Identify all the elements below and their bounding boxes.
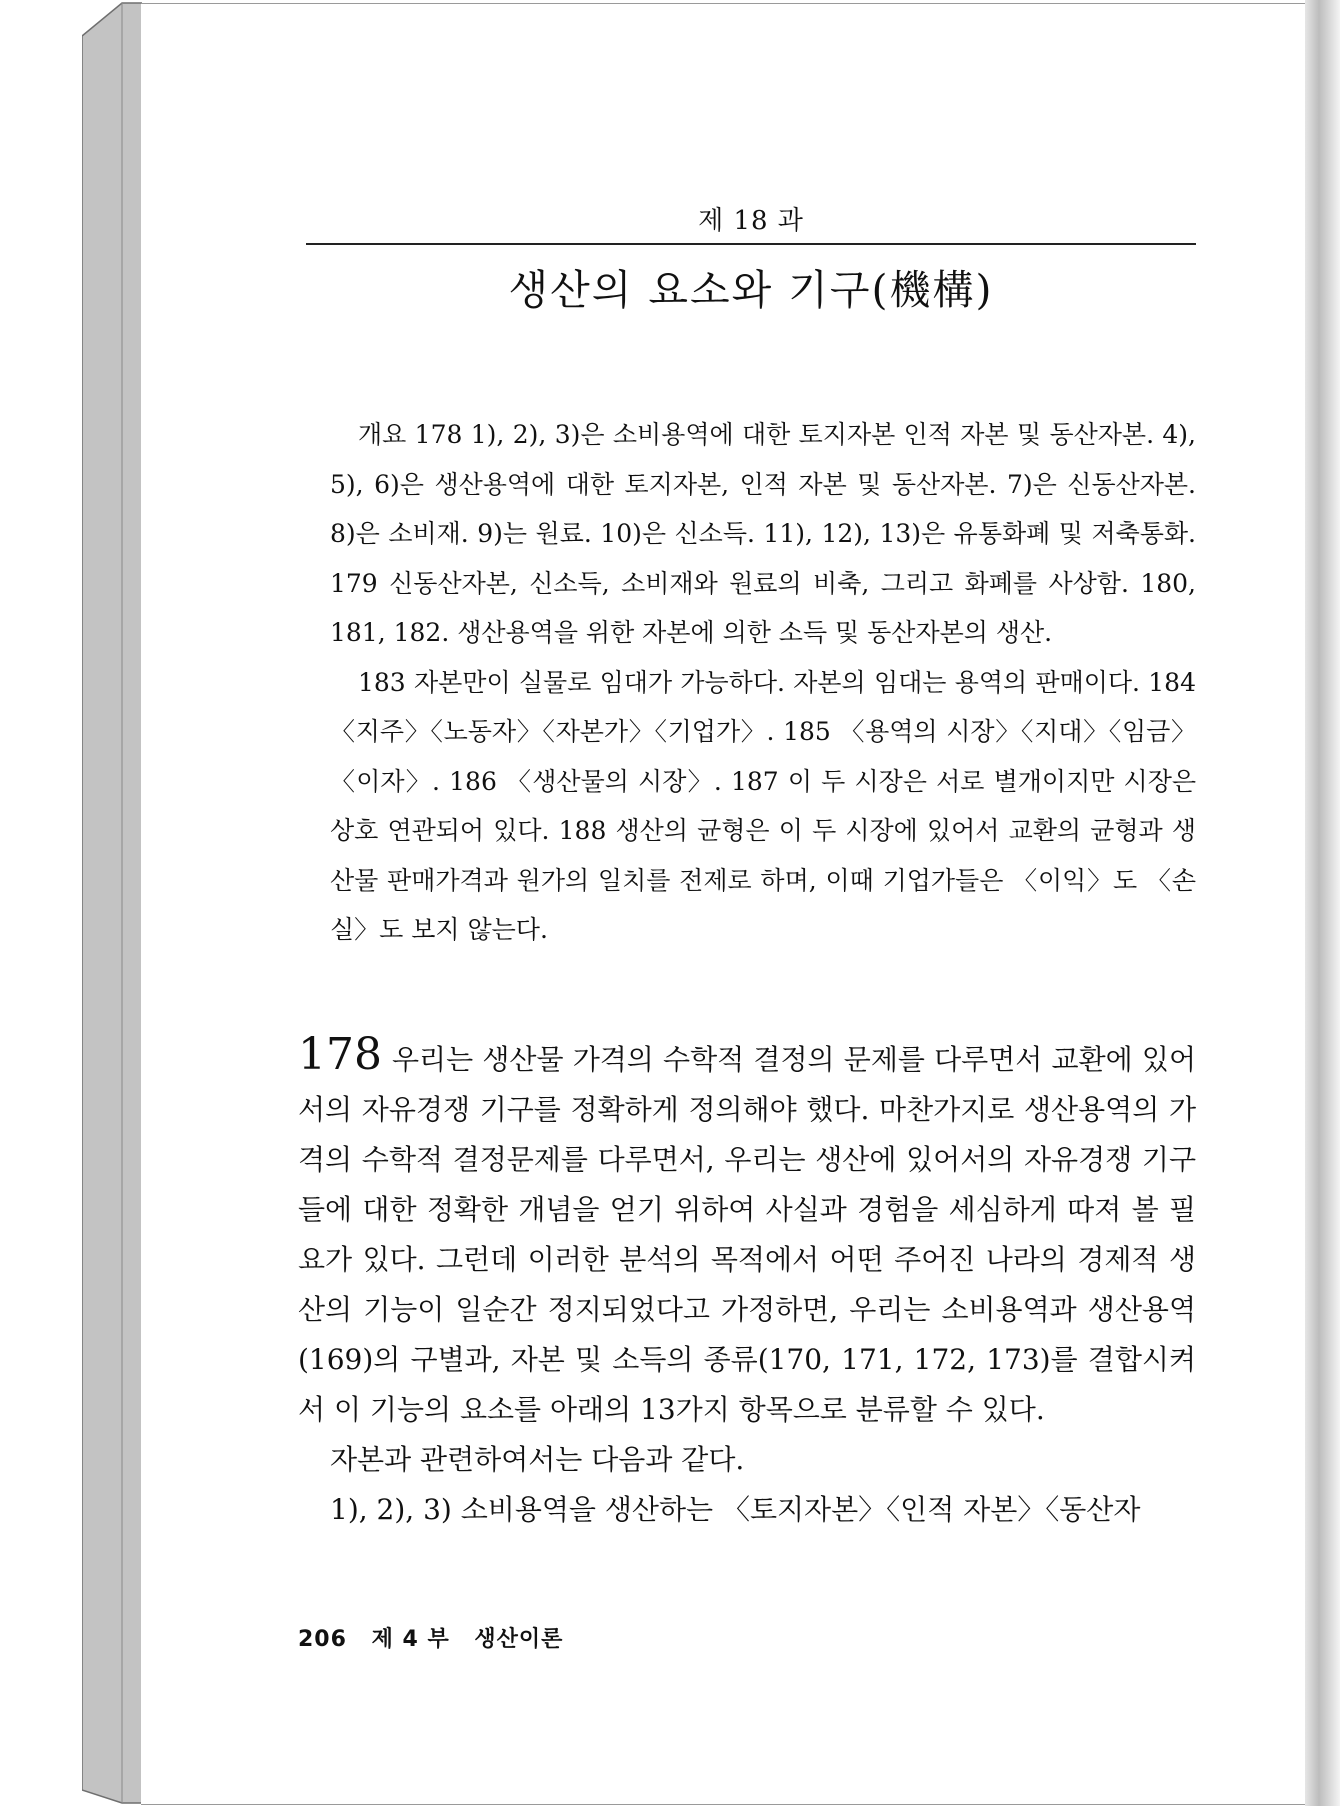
page-edge-shadow bbox=[1305, 0, 1340, 1806]
chapter-summary bbox=[330, 410, 1196, 955]
body-text bbox=[298, 1029, 1196, 1535]
lesson-label: 제 18 과 bbox=[698, 206, 804, 236]
part-label: 제 4 부 bbox=[371, 1627, 450, 1652]
book-spine bbox=[82, 0, 142, 1806]
body-paragraph: 자본과 관련하여서는 다음과 같다. bbox=[330, 1443, 745, 1476]
part-title: 생산이론 bbox=[474, 1627, 564, 1652]
page-number: 206 bbox=[298, 1627, 347, 1652]
chapter-title: 생산의 요소와 기구(機構) bbox=[508, 266, 994, 314]
page-footer bbox=[298, 1622, 579, 1653]
title-divider bbox=[306, 243, 1196, 245]
body-paragraph-text: 우리는 생산물 가격의 수학적 결정의 문제를 다루면서 교환에 있어서의 자유경쟁 기구를 정확하게 정의해야 했다. 마찬가지로 생산용역의 가격의 수학적 결정문제를 다루면서, 우리는 생산에 있어서의 자유경쟁 기구들에 대한 정확한 개념을 얻기 위하여 사실과 경험을 세심하게 따져 볼 필요가 있다. 그런데 이러한 분석의 목적에서 어떤 주어진 나라의 경제적 생산의 기능이 일순간 정지되었다고 가정하면, 우리는 소비용역과 생산용역(169)의 구별과, 자본 및 소득의 종류(170, 171, 172, 173)를 결합시켜서 이 기능의 요소를 아래의 13가지 항목으로 분류할 수 있다. bbox=[298, 1043, 1196, 1426]
summary-paragraph: 개요 178 1), 2), 3)은 소비용역에 대한 토지자본 인적 자본 및 동산자본. 4), 5), 6)은 생산용역에 대한 토지자본, 인적 자본 및 동산자본. 7)은 신동산자본. 8)은 소비재. 9)는 원료. 10)은 신소득. 11), 12), 13)은 유통화폐 및 저축통화. 179 신동산자본, 신소득, 소비재와 원료의 비축, 그리고 화폐를 사상함. 180, 181, 182. 생산용역을 위한 자본에 의한 소득 및 동산자본의 생산. bbox=[330, 420, 1196, 647]
paragraph-number: 178 bbox=[298, 1029, 382, 1080]
summary-paragraph: 183 자본만이 실물로 임대가 가능하다. 자본의 임대는 용역의 판매이다. 184 〈지주〉〈노동자〉〈자본가〉〈기업가〉. 185 〈용역의 시장〉〈지대〉〈임금〉〈이자〉. 186 〈생산물의 시장〉. 187 이 두 시장은 서로 별개이지만 시장은 상호 연관되어 있다. 188 생산의 균형은 이 두 시장에 있어서 교환의 균형과 생산물 판매가격과 원가의 일치를 전제로 하며, 이때 기업가들은 〈이익〉도 〈손실〉도 보지 않는다. bbox=[330, 667, 1196, 944]
body-paragraph: 1), 2), 3) 소비용역을 생산하는 〈토지자본〉〈인적 자본〉〈동산자 bbox=[330, 1493, 1141, 1526]
body-paragraph bbox=[298, 1029, 1196, 1435]
